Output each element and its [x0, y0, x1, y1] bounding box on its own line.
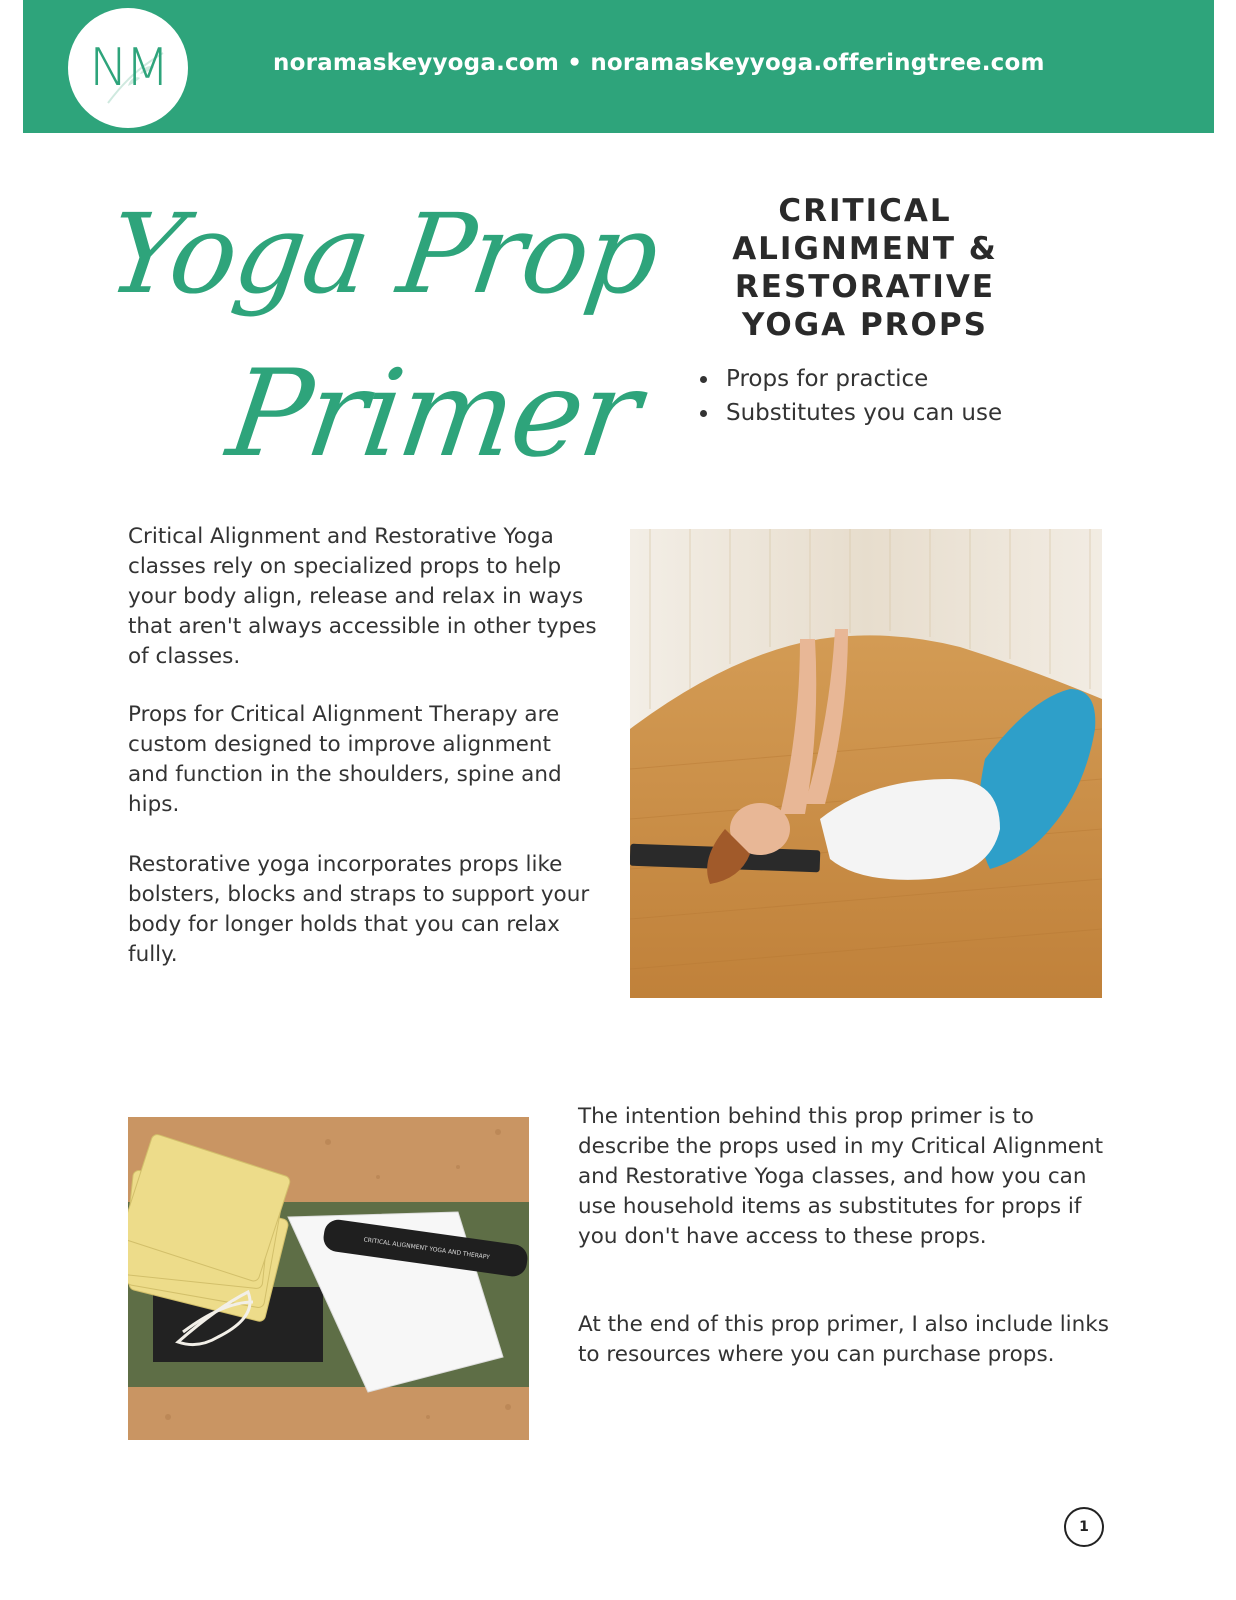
photo-props-on-mat [128, 1117, 529, 1440]
page-number: 1 [1064, 1507, 1104, 1547]
heading-line: CRITICAL [778, 193, 952, 229]
title-line-1: Yoga Prop [101, 190, 665, 318]
title-line-2: Primer [220, 345, 647, 484]
heading-line: YOGA PROPS [742, 307, 988, 343]
intention-paragraph: The intention behind this prop primer is to describe the props used in my Critical Alignment and Restorative Yoga classes, and how you can use household items as substitutes for props if you don't have access to these props. [578, 1104, 1104, 1249]
heading-line: ALIGNMENT & [732, 231, 998, 267]
critical-alignment-paragraph: Props for Critical Alignment Therapy are custom designed to improve alignment and function in the shoulders, spine and hips. [128, 702, 562, 817]
logo-monogram: NM [89, 38, 167, 98]
website-links[interactable]: noramaskeyyoga.com • noramaskeyyoga.offeringtree.com [273, 50, 1045, 76]
bullet-item: Props for practice [700, 362, 1002, 396]
restorative-paragraph: Restorative yoga incorporates props like bolsters, blocks and straps to support your body for longer holds that you can relax fully. [128, 852, 590, 967]
page-title [100, 170, 665, 500]
intro-paragraph: Critical Alignment and Restorative Yoga classes rely on specialized props to help your body align, release and relax in ways that aren't always accessible in other types of classes. [128, 524, 597, 669]
heading-line: RESTORATIVE [734, 269, 996, 305]
bullet-item: Substitutes you can use [700, 396, 1002, 430]
prop-label: CRITICAL ALIGNMENT YOGA AND THERAPY [363, 1236, 491, 1262]
logo [68, 8, 188, 128]
bullet-list [700, 362, 1002, 430]
section-heading [700, 192, 1030, 344]
photo-woman-on-floor [630, 529, 1102, 998]
resources-paragraph: At the end of this prop primer, I also include links to resources where you can purchase props. [578, 1312, 1109, 1367]
header-banner [23, 0, 1214, 133]
